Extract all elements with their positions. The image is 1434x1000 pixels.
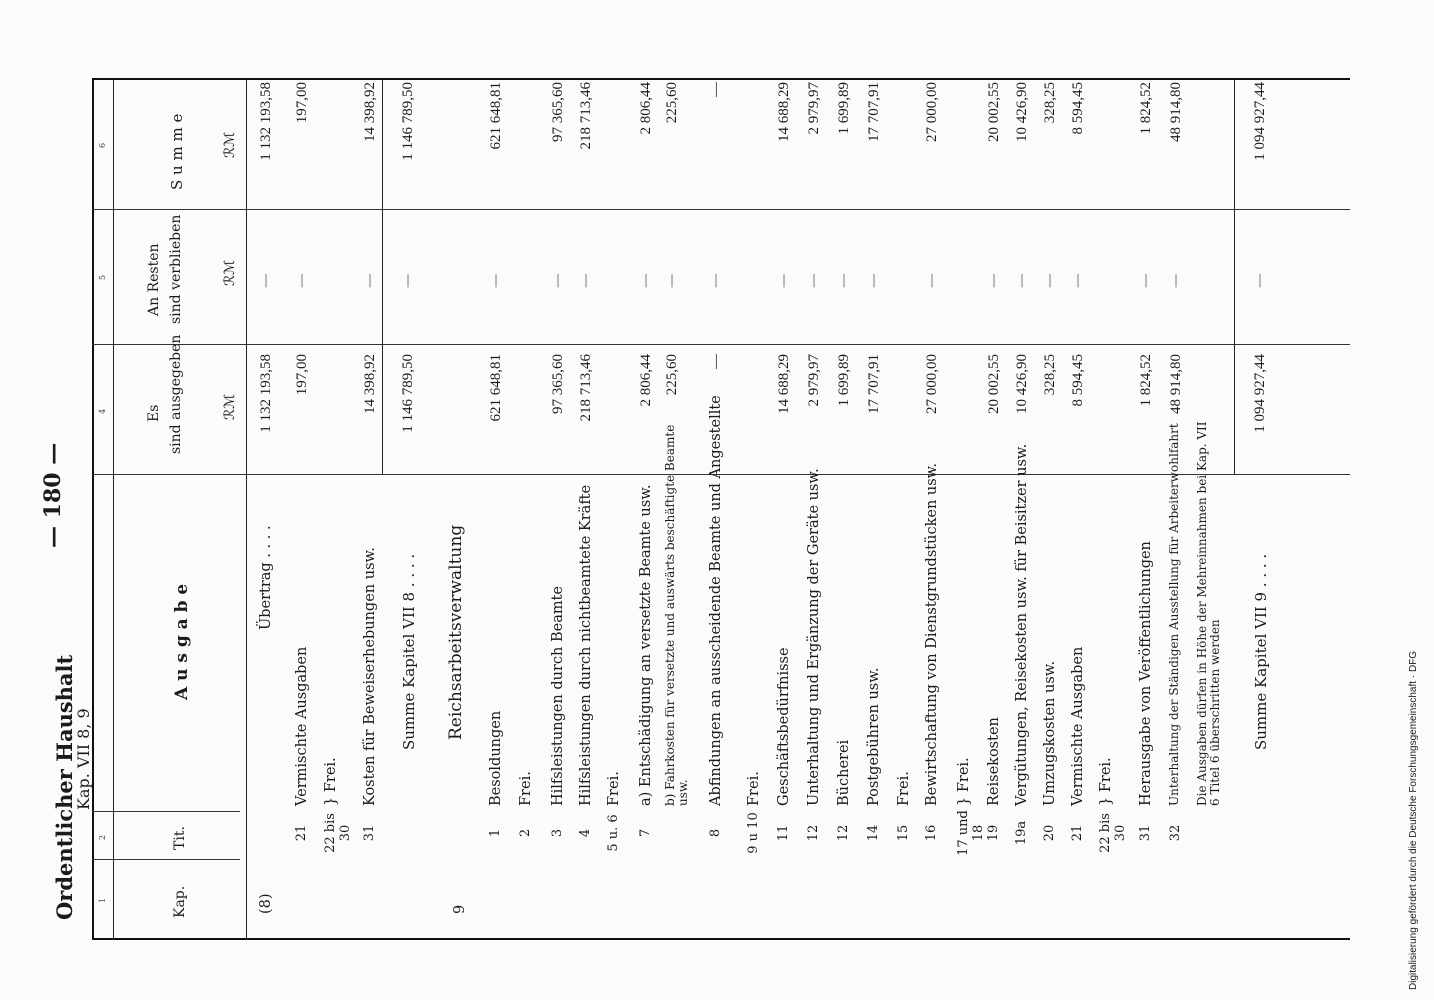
table-row <box>1098 80 1128 940</box>
colnum-6: 6 <box>98 142 107 148</box>
table-row <box>1014 80 1038 940</box>
row-rest: — <box>488 273 504 288</box>
row-summe: 197,00 <box>294 82 310 124</box>
table-row <box>866 80 890 940</box>
row-rest: — <box>1168 273 1184 288</box>
table-row <box>1168 80 1192 940</box>
row-summe: 328,25 <box>1042 82 1058 124</box>
row-label: Umzugskosten usw. <box>1042 660 1058 806</box>
row-es-sind: 197,00 <box>294 354 310 396</box>
col-sep-kap <box>92 859 240 860</box>
row-rest: — <box>1252 273 1268 288</box>
row-label: Frei. <box>746 771 762 806</box>
row-label: Unterhaltung und Ergänzung der Geräte usw. <box>806 468 822 806</box>
row-label: Geschäftsbedürfnisse <box>776 647 792 806</box>
row-tit: 16 <box>924 824 939 842</box>
row-rest: — <box>400 273 416 288</box>
row-label: Besoldungen <box>488 710 504 806</box>
row-label: } Frei. <box>956 757 972 806</box>
row-tit: 20 <box>1042 824 1057 842</box>
row-label: Herausgabe von Veröffentlichungen <box>1138 541 1154 806</box>
row-tit: 31 <box>362 824 377 842</box>
row-label: Vermischte Ausgaben <box>294 646 310 806</box>
table-row <box>323 80 353 940</box>
table-row <box>708 80 732 940</box>
row-label: Kosten für Beweiserhebungen usw. <box>362 547 378 806</box>
row-es-sind: 17 707,91 <box>866 354 882 414</box>
row-summe: 10 426,90 <box>1014 82 1030 142</box>
row-tit: 2 <box>518 828 533 838</box>
row-tit: 22 bis 30 <box>323 813 353 853</box>
row-es-sind: 1 699,89 <box>836 354 852 407</box>
row-rest: — <box>866 273 882 288</box>
row-tit: 31 <box>1138 824 1153 842</box>
row-es-sind: 1 824,52 <box>1138 354 1154 407</box>
table-row <box>446 80 476 940</box>
row-tit: 21 <box>1070 824 1085 842</box>
row-rest: — <box>362 273 378 288</box>
header-unit-4: ℛℳ <box>222 393 238 420</box>
row-label: } Frei. <box>323 757 339 806</box>
col-sep-tit <box>92 811 240 812</box>
table-row <box>578 80 602 940</box>
header-rest-line1: An Resten <box>146 243 162 316</box>
table-row <box>1138 80 1162 940</box>
row-label: Frei. <box>606 771 622 806</box>
table-row <box>488 80 512 940</box>
table-row <box>1252 80 1276 940</box>
row-tit: 21 <box>294 824 309 842</box>
row-tit: 19a <box>1014 820 1029 846</box>
row-tit: 11 <box>776 824 791 842</box>
row-rest: — <box>708 273 724 288</box>
row-label: Reisekosten <box>986 717 1002 806</box>
row-label: Frei. <box>518 771 534 806</box>
row-summe: 17 707,91 <box>866 82 882 142</box>
row-rest: — <box>550 273 566 288</box>
row-rest: — <box>776 273 792 288</box>
row-es-sind: 27 000,00 <box>924 354 940 414</box>
row-tit: 15 <box>896 824 911 842</box>
row-label: Reichsarbeitsverwaltung <box>446 524 466 740</box>
table-row <box>638 80 662 940</box>
row-summe: 225,60 <box>664 82 680 124</box>
row-es-sind: 1 146 789,50 <box>400 354 416 433</box>
row-summe: 1 132 193,58 <box>258 82 274 161</box>
table-row <box>896 80 920 940</box>
table-row <box>924 80 948 940</box>
row-label: Vermischte Ausgaben <box>1070 646 1086 806</box>
row-summe: 1 146 789,50 <box>400 82 416 161</box>
row-label: Bücherei <box>836 739 852 806</box>
row-tit: 14 <box>866 824 881 842</box>
row-es-sind: 1 132 193,58 <box>258 354 274 433</box>
colnum-2: 2 <box>98 834 107 840</box>
row-label: Summe Kapitel VII 8 . . . . <box>400 553 418 750</box>
table-row <box>986 80 1010 940</box>
sum-rule-9 <box>1234 80 1235 475</box>
row-summe: 218 713,46 <box>578 82 594 150</box>
row-tit: 19 <box>986 824 1001 842</box>
row-es-sind: 2 979,97 <box>806 354 822 407</box>
row-summe: 8 594,45 <box>1070 82 1086 135</box>
row-es-sind: 621 648,81 <box>488 354 504 422</box>
row-label: Postgebühren usw. <box>866 667 882 806</box>
row-label: Unterhaltung der Ständigen Ausstellung für Arbeiterwohlfahrt <box>1167 423 1181 806</box>
row-es-sind: 218 713,46 <box>578 354 594 422</box>
header-kap: Kap. <box>172 885 188 918</box>
table-row <box>806 80 830 940</box>
row-summe: — <box>708 82 724 97</box>
table-row <box>550 80 574 940</box>
row-label: Vergütungen, Reisekosten usw. für Beisitzer usw. <box>1014 443 1030 806</box>
row-es-sind: 8 594,45 <box>1070 354 1086 407</box>
header-tit: Tit. <box>172 826 188 850</box>
row-summe: 27 000,00 <box>924 82 940 142</box>
row-es-sind: 2 806,44 <box>638 354 654 407</box>
row-rest: — <box>924 273 940 288</box>
row-rest: — <box>1070 273 1086 288</box>
row-label: a) Entschädigung an versetzte Beamte usw. <box>638 484 654 806</box>
table-row <box>956 80 986 940</box>
row-kap: (8) <box>258 893 274 914</box>
row-es-sind: 14 398,92 <box>362 354 378 414</box>
row-rest: — <box>986 273 1002 288</box>
row-es-sind: 225,60 <box>664 354 680 396</box>
row-tit: 1 <box>488 828 503 838</box>
row-tit: 9 u 10 <box>746 812 761 854</box>
table-row <box>836 80 860 940</box>
table-row <box>400 80 424 940</box>
table-row <box>258 80 282 940</box>
row-label: b) Fahrkosten für versetzte und auswärts beschäftigte Beamte usw. <box>663 424 690 806</box>
row-summe: 1 824,52 <box>1138 82 1154 135</box>
row-label: Bewirtschaftung von Dienstgrundstücken usw. <box>924 463 940 806</box>
row-label: } Frei. <box>1098 757 1114 806</box>
row-summe: 2 979,97 <box>806 82 822 135</box>
header-unit-6: ℛℳ <box>222 131 238 158</box>
row-summe: 621 648,81 <box>488 82 504 150</box>
row-rest: — <box>578 273 594 288</box>
row-rest: — <box>1042 273 1058 288</box>
row-label: Die Ausgaben dürfen in Höhe der Mehreinnahmen bei Kap. VII 6 Titel 6 überschritten werden <box>1195 421 1222 806</box>
row-es-sind: 48 914,80 <box>1168 354 1184 414</box>
header-rest-line2: sind verblieben <box>168 214 184 324</box>
row-summe: 14 688,29 <box>776 82 792 142</box>
row-summe: 1 699,89 <box>836 82 852 135</box>
colnum-5: 5 <box>98 274 107 280</box>
colnum-4: 4 <box>98 408 107 414</box>
row-summe: 1 094 927,44 <box>1252 82 1268 161</box>
row-summe: 20 002,55 <box>986 82 1002 142</box>
table-row <box>746 80 770 940</box>
table-row <box>518 80 542 940</box>
row-kap: 9 <box>452 904 468 914</box>
header-ausgabe: A u s g a b e <box>172 583 192 700</box>
header-es-line2: sind ausgegeben <box>168 334 184 454</box>
header-summe: S u m m e <box>168 113 186 190</box>
row-tit: 5 u. 6 <box>606 814 621 852</box>
row-tit: 7 <box>638 828 653 838</box>
row-tit: 8 <box>708 828 723 838</box>
row-tit: 3 <box>550 828 565 838</box>
row-label: Hilfsleistungen durch nichtbeamtete Kräfte <box>578 484 594 806</box>
row-tit: 32 <box>1168 824 1183 842</box>
dfg-footer-note: Digitalisierung gefördert durch die Deutsche Forschungsgemeinschaft · DFG <box>1408 650 1419 990</box>
table-row <box>294 80 318 940</box>
row-rest: — <box>836 273 852 288</box>
row-label: Summe Kapitel VII 9 . . . . <box>1252 553 1270 750</box>
row-es-sind: — <box>708 354 724 369</box>
row-es-sind: 10 426,90 <box>1014 354 1030 414</box>
table-row <box>1196 80 1220 940</box>
row-es-sind: 97 365,60 <box>550 354 566 414</box>
row-label: Hilfsleistungen durch Beamte <box>550 586 566 806</box>
row-tit: 12 <box>806 824 821 842</box>
row-summe: 97 365,60 <box>550 82 566 142</box>
colnum-1: 1 <box>98 897 107 903</box>
row-tit: 22 bis 30 <box>1098 813 1128 853</box>
table-row <box>362 80 386 940</box>
row-label: Frei. <box>896 771 912 806</box>
row-es-sind: 14 688,29 <box>776 354 792 414</box>
page-number: — 180 — <box>40 442 66 548</box>
row-label: Abfindungen an ausscheidende Beamte und Angestellte <box>708 395 724 806</box>
row-es-sind: 20 002,55 <box>986 354 1002 414</box>
header-unit-5: ℛℳ <box>222 259 238 286</box>
row-tit: 17 und 18 <box>956 810 986 856</box>
row-rest: — <box>294 273 310 288</box>
row-es-sind: 328,25 <box>1042 354 1058 396</box>
row-tit: 4 <box>578 828 593 838</box>
row-rest: — <box>806 273 822 288</box>
row-rest: — <box>664 273 680 288</box>
header-es-line1: Es <box>146 404 162 422</box>
row-summe: 48 914,80 <box>1168 82 1184 142</box>
page-subtitle: Kap. VII 8, 9 <box>74 708 93 810</box>
row-summe: 2 806,44 <box>638 82 654 135</box>
row-es-sind: 1 094 927,44 <box>1252 354 1268 433</box>
row-rest: — <box>1138 273 1154 288</box>
row-summe: 14 398,92 <box>362 82 378 142</box>
row-tit: 12 <box>836 824 851 842</box>
table-row <box>1070 80 1094 940</box>
table-row <box>664 80 688 940</box>
row-label: Übertrag . . . . <box>258 525 274 630</box>
row-rest: — <box>258 273 274 288</box>
row-rest: — <box>638 273 654 288</box>
table-row <box>1042 80 1066 940</box>
table-row <box>776 80 800 940</box>
table-row <box>606 80 630 940</box>
page-title: Ordentlicher Haushalt <box>52 654 77 920</box>
row-rest: — <box>1014 273 1030 288</box>
